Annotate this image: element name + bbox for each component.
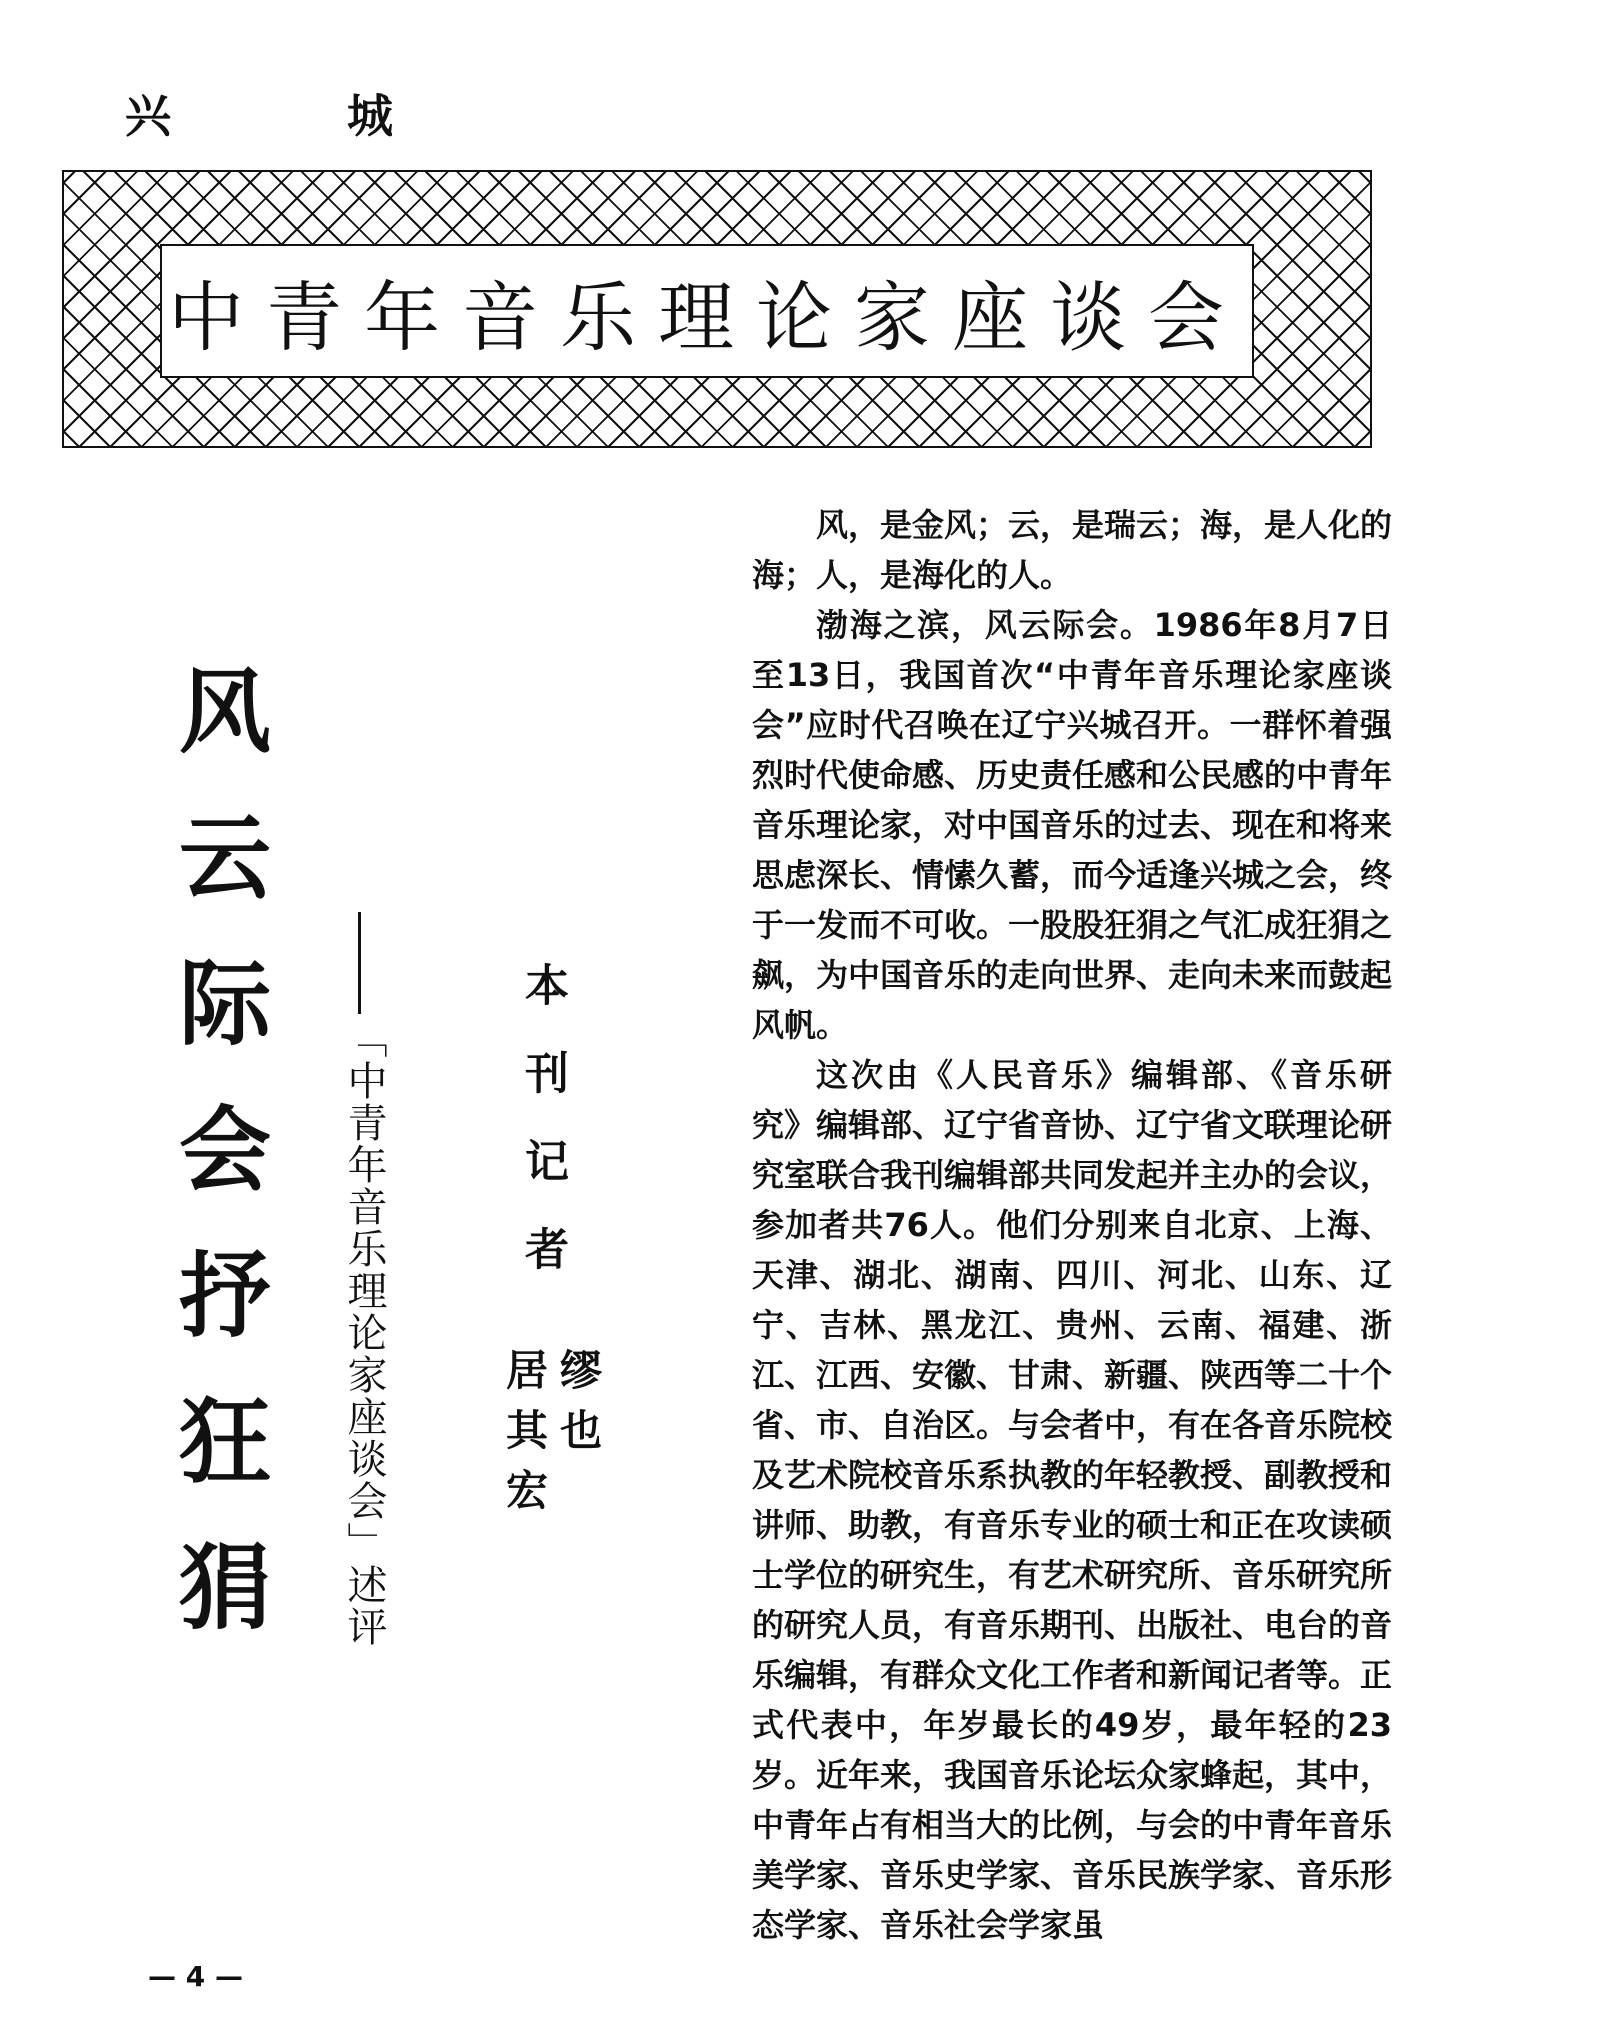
banner-title: 中青年音乐理论家座谈会 (168, 272, 1246, 362)
body-paragraph: 这次由《人民音乐》编辑部、《音乐研究》编辑部、辽宁省音协、辽宁省文联理论研究室联合我刊编辑部共同发起并主办的会议，参加者共76人。他们分别来自北京、上海、天津、湖北、湖南、四川、河北、山东、辽宁、吉林、黑龙江、贵州、云南、福建、浙江、江西、安徽、甘肃、新疆、陕西等二十个省、市、自治区。与会者中，有在各音乐院校及艺术院校音乐系执教的年轻教授、副教授和讲师、助教，有音乐专业的硕士和正在攻读硕士学位的研究生，有艺术研究所、音乐研究所的研究人员，有音乐期刊、出版社、电台的音乐编辑，有群众文化工作者和新闻记者等。正式代表中，年岁最长的49岁，最年轻的23岁。近年来，我国音乐论坛众家蜂起，其中，中青年占有相当大的比例，与会的中青年音乐美学家、音乐史学家、音乐民族学家、音乐形态学家、音乐社会学家虽 (752, 1056, 1393, 1944)
author-name: 缪也 (554, 1348, 603, 1468)
byline-label: 本刊记者 (517, 962, 568, 1314)
article-body (752, 500, 1392, 1950)
body-paragraph: 渤海之滨，风云际会。1986年8月7日至13日，我国首次“中青年音乐理论家座谈会”应时代召唤在辽宁兴城召开。一群怀着强烈时代使命感、历史责任感和公民感的中青年音乐理论家，对中国音乐的过去、现在和将来思虑深长、情愫久蓄，而今适逢兴城之会，终于一发而不可收。一股股狂狷之气汇成狂狷之飙，为中国音乐的走向世界、走向未来而鼓起风帆。 (752, 606, 1393, 1044)
title-banner (62, 170, 1372, 448)
author-name: 居其宏 (500, 1348, 549, 1528)
article-subtitle: 「中青年音乐理论家座谈会」述评 (341, 1018, 387, 1648)
body-paragraph: 风，是金风；云，是瑞云；海，是人化的海；人，是海化的人。 (752, 506, 1393, 594)
article-title: 风云际会抒狂狷 (178, 659, 271, 1642)
subtitle-dash (358, 912, 361, 1014)
banner-inner-box (160, 244, 1254, 378)
page-number: — 4 — (148, 1960, 243, 1993)
header-title: 兴 城 (125, 89, 474, 143)
